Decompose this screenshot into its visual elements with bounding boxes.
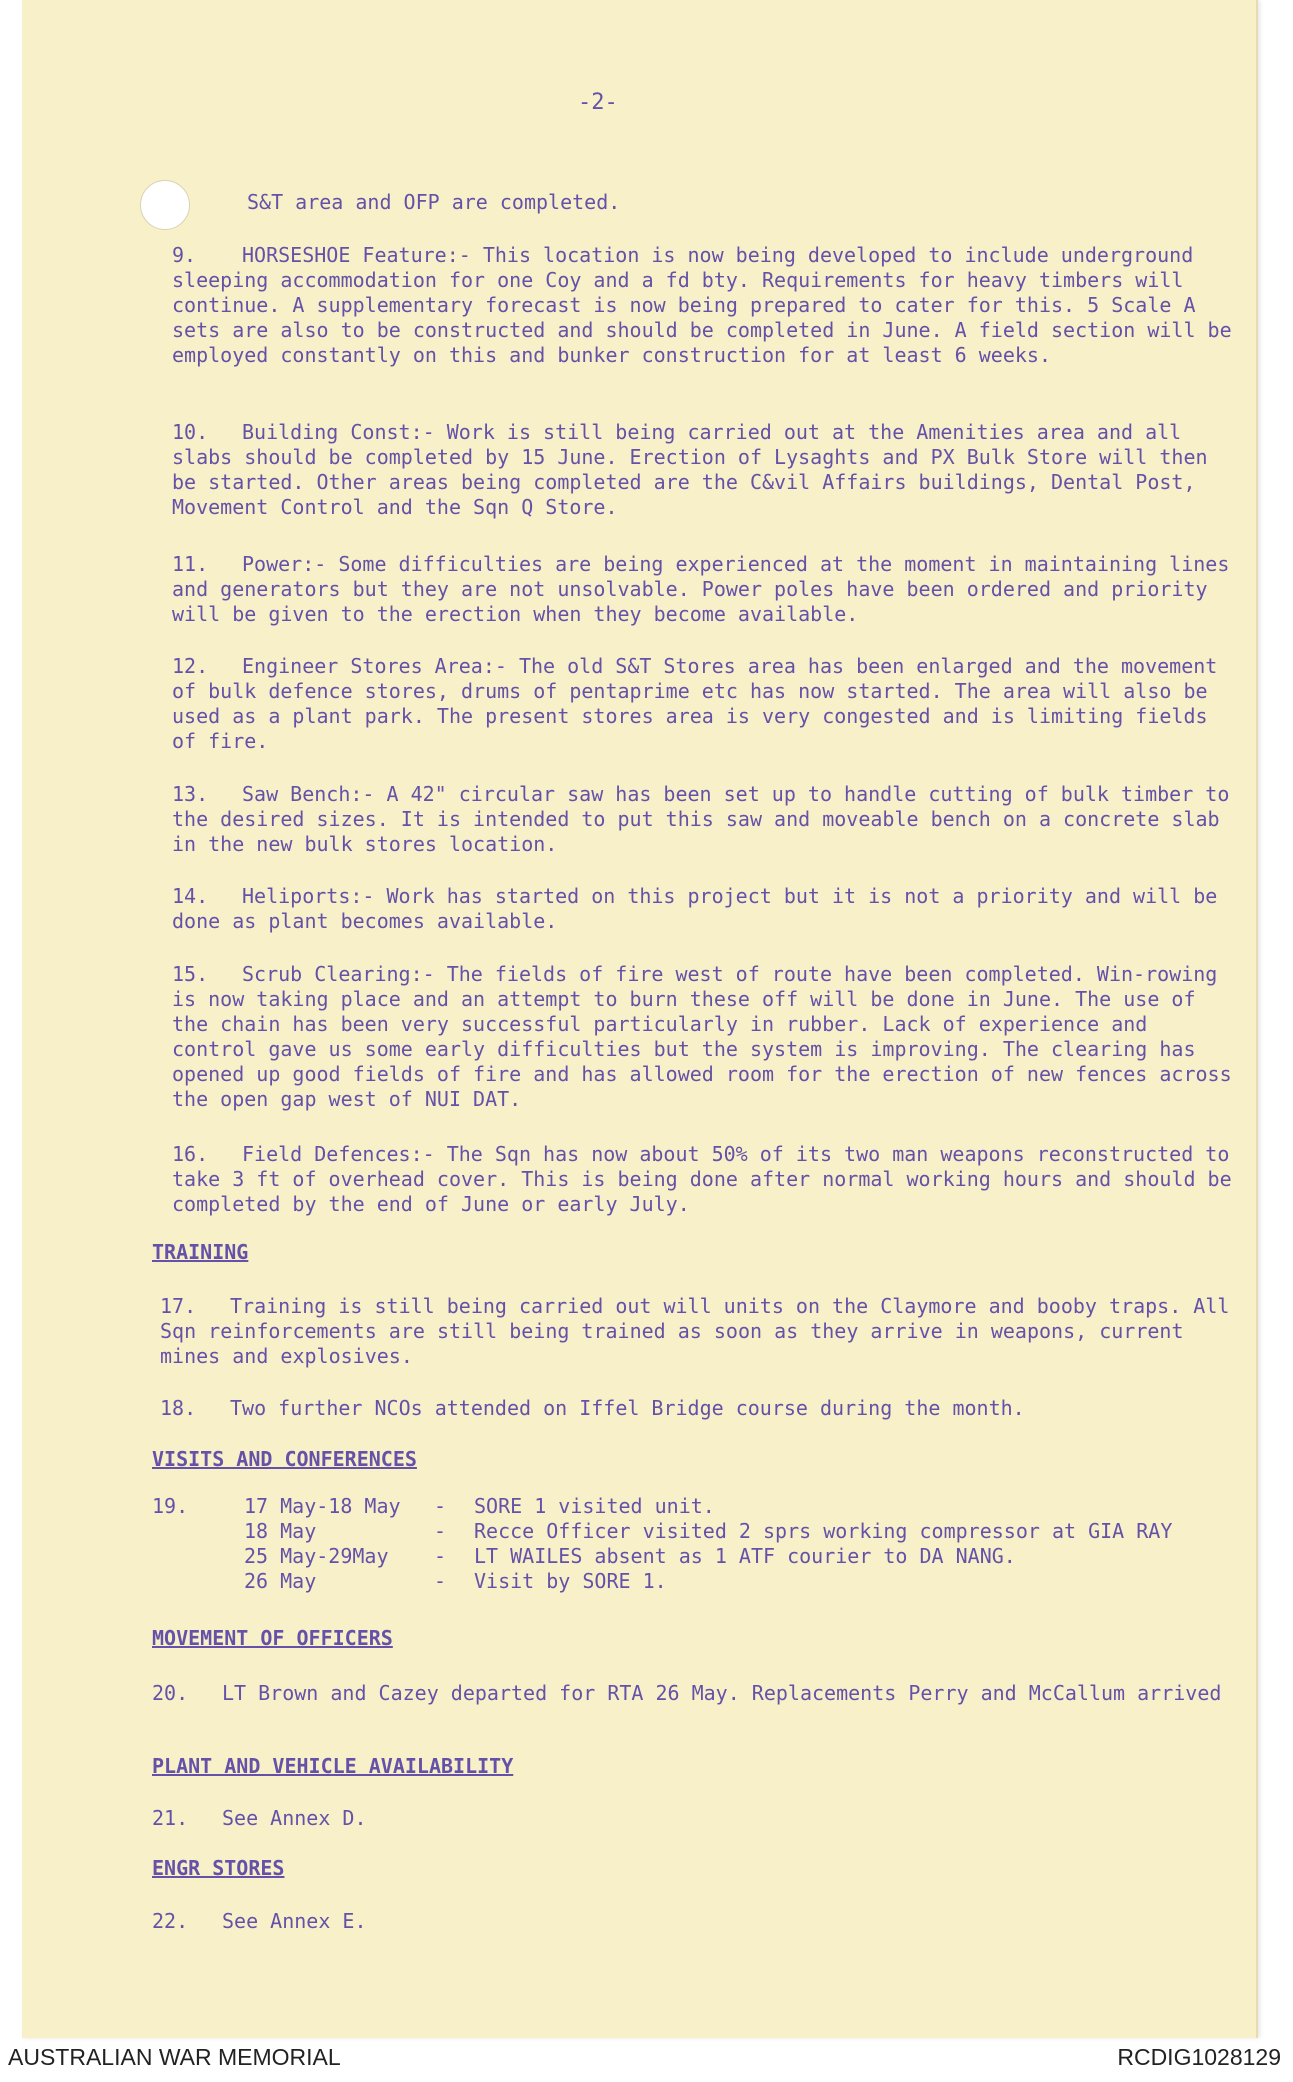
paragraph-14 <box>172 884 1232 934</box>
page-number: -2- <box>578 90 618 115</box>
paragraph-continuation <box>247 190 1247 215</box>
paragraph-number: 19. <box>152 1494 189 1518</box>
stores-heading: ENGR STORES <box>152 1856 285 1880</box>
visit-text: Recce Officer visited 2 sprs working compressor at GIA RAY <box>474 1519 1173 1543</box>
visits-heading: VISITS AND CONFERENCES <box>152 1447 417 1471</box>
visit-dash: - <box>434 1494 447 1518</box>
paragraph-13 <box>172 782 1232 857</box>
paragraph-15 <box>172 962 1232 1112</box>
visit-date: 18 May <box>244 1519 317 1543</box>
paragraph-text: Training is still being carried out will units on the Claymore and booby traps. All Sqn reinforcements are still being trained as soon as they arrive in weapons, current mines and explosives. <box>160 1294 1230 1368</box>
paragraph-number: 9. <box>172 243 197 267</box>
paragraph-text: Power:- Some difficulties are being experienced at the moment in maintaining lines and generators but they are not unsolvable. Power poles have been ordered and priority will be given to the erection when they become available. <box>172 552 1230 626</box>
paragraph-text: Two further NCOs attended on Iffel Bridge course during the month. <box>230 1396 1025 1420</box>
paragraph-number: 13. <box>172 782 209 806</box>
paragraph-number: 16. <box>172 1142 209 1166</box>
paragraph-20 <box>152 1681 1237 1706</box>
paragraph-number: 10. <box>172 420 209 444</box>
archive-credit: AUSTRALIAN WAR MEMORIAL <box>8 2044 341 2070</box>
visit-text: LT WAILES absent as 1 ATF courier to DA NANG. <box>474 1544 1016 1568</box>
paragraph-11 <box>172 552 1232 627</box>
visit-date: 25 May-29May <box>244 1544 389 1568</box>
paragraph-number: 12. <box>172 654 209 678</box>
paragraph-number: 14. <box>172 884 209 908</box>
paragraph-number: 17. <box>160 1294 197 1318</box>
archive-id: RCDIG1028129 <box>1117 2044 1281 2070</box>
visits-list <box>152 1494 1232 1594</box>
paragraph-number: 21. <box>152 1806 189 1830</box>
paragraph-text: LT Brown and Cazey departed for RTA 26 May. Replacements Perry and McCallum arrived <box>222 1681 1222 1705</box>
paragraph-text: Field Defences:- The Sqn has now about 50% of its two man weapons reconstructed to take 3 ft of overhead cover. This is being done after normal working hours and should be completed by the end of June or early July. <box>172 1142 1232 1216</box>
plant-heading: PLANT AND VEHICLE AVAILABILITY <box>152 1754 514 1778</box>
paragraph-number: 20. <box>152 1681 189 1705</box>
paragraph-22 <box>152 1909 1212 1934</box>
paragraph-text: Scrub Clearing:- The fields of fire west of route have been completed. Win-rowing is now taking place and an attempt to burn these off will be done in June. The use of the chain has been very successful particularly in rubber. Lack of experience and control gave us some early difficulties but the system is improving. The clearing has opened up good fields of fire and has allowed room for the erection of new fences across the open gap west of NUI DAT. <box>172 962 1232 1111</box>
paragraph-text: Saw Bench:- A 42" circular saw has been set up to handle cutting of bulk timber to the desired sizes. It is intended to put this saw and moveable bench on a concrete slab in the new bulk stores location. <box>172 782 1230 856</box>
officers-heading: MOVEMENT OF OFFICERS <box>152 1626 393 1650</box>
visit-date: 17 May-18 May <box>244 1494 401 1518</box>
paragraph-text: See Annex D. <box>222 1806 367 1830</box>
paragraph-12 <box>172 654 1232 754</box>
visit-text: SORE 1 visited unit. <box>474 1494 715 1518</box>
paragraph-text: Engineer Stores Area:- The old S&T Stores area has been enlarged and the movement of bulk defence stores, drums of pentaprime etc has now started. The area will also be used as a plant park. The present stores area is very congested and is limiting fields of fire. <box>172 654 1218 753</box>
paragraph-text: S&T area and OFP are completed. <box>247 190 621 214</box>
paragraph-16 <box>172 1142 1232 1217</box>
punch-hole <box>140 180 190 230</box>
paragraph-number: 11. <box>172 552 209 576</box>
paragraph-text: Heliports:- Work has started on this project but it is not a priority and will be done as plant becomes available. <box>172 884 1218 933</box>
visit-row <box>152 1494 1232 1519</box>
paragraph-18 <box>160 1396 1235 1421</box>
visit-row <box>152 1544 1232 1569</box>
paragraph-17 <box>160 1294 1235 1369</box>
paragraph-number: 22. <box>152 1909 189 1933</box>
paragraph-text: HORSESHOE Feature:- This location is now being developed to include underground sleeping accommodation for one Coy and a fd bty. Requirements for heavy timbers will continue. A supplementary forecast is now being prepared to cater for this. 5 Scale A sets are also to be constructed and should be completed in June. A field section will be employed constantly on this and bunker construction for at least 6 weeks. <box>172 243 1232 367</box>
paragraph-21 <box>152 1806 1212 1831</box>
visit-dash: - <box>434 1544 447 1568</box>
training-heading: TRAINING <box>152 1240 249 1264</box>
document-page <box>22 0 1258 2038</box>
visit-date: 26 May <box>244 1569 317 1593</box>
paragraph-number: 15. <box>172 962 209 986</box>
paragraph-text: See Annex E. <box>222 1909 367 1933</box>
paragraph-10 <box>172 420 1232 520</box>
visit-row <box>152 1569 1232 1594</box>
visit-dash: - <box>434 1569 447 1593</box>
visit-text: Visit by SORE 1. <box>474 1569 667 1593</box>
visit-dash: - <box>434 1519 447 1543</box>
paragraph-9 <box>172 243 1232 368</box>
visit-row <box>152 1519 1232 1544</box>
paragraph-number: 18. <box>160 1396 197 1420</box>
paragraph-text: Building Const:- Work is still being carried out at the Amenities area and all slabs should be completed by 15 June. Erection of Lysaghts and PX Bulk Store will then be started. Other areas being completed are the C&vil Affairs buildings, Dental Post, Movement Control and the Sqn Q Store. <box>172 420 1208 519</box>
